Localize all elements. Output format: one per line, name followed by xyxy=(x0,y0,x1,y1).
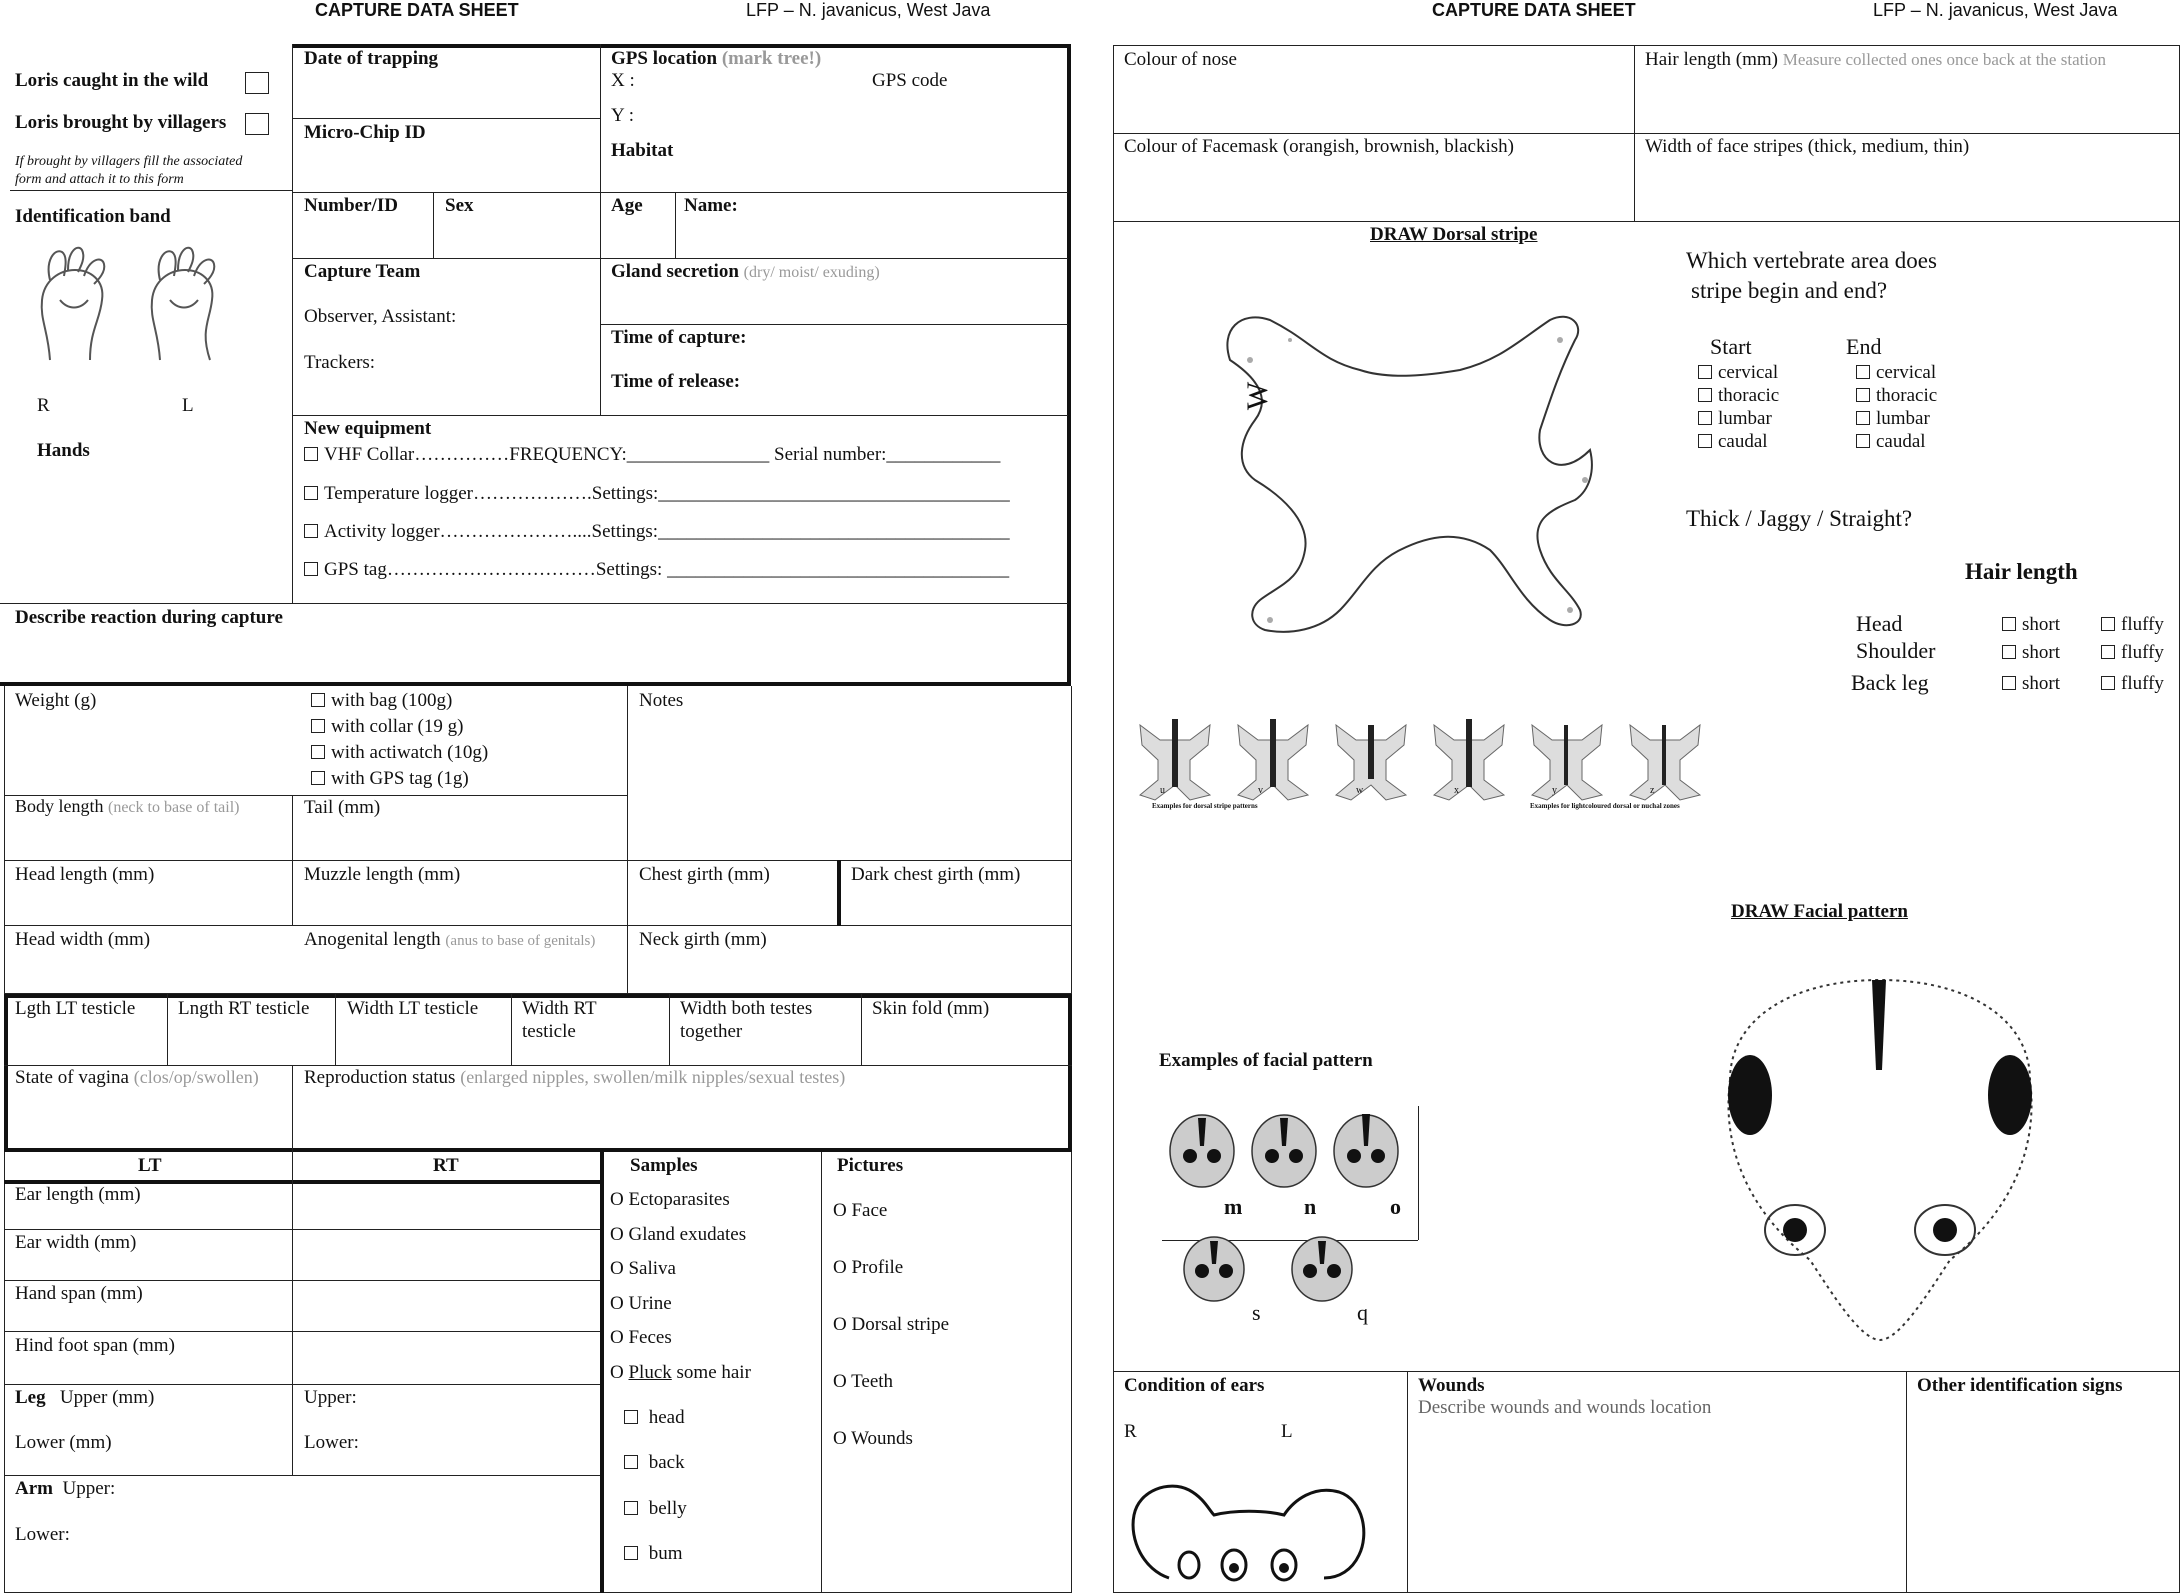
frame-line xyxy=(292,192,1068,193)
hand-r-label: R xyxy=(37,395,50,416)
caught-wild-label: Loris caught in the wild xyxy=(15,70,209,91)
pictures-header: Pictures xyxy=(837,1155,904,1176)
frame-line xyxy=(1407,1371,1408,1593)
arm-text: Arm xyxy=(15,1478,53,1499)
weight-opt-3 xyxy=(311,742,488,765)
activity-checkbox[interactable] xyxy=(304,524,318,538)
frame-line xyxy=(292,118,600,119)
body-measure-block xyxy=(4,1152,1072,1593)
frame-line xyxy=(4,1475,600,1476)
equip-activity xyxy=(304,521,1010,544)
left-header-project: LFP – N. javanicus, West Java xyxy=(746,0,991,20)
face-letter: m xyxy=(1224,1194,1243,1219)
describe-reaction-label: Describe reaction during capture xyxy=(15,607,283,628)
hair-backleg-fluffy xyxy=(2101,673,2164,696)
ear-l-label: L xyxy=(1281,1421,1293,1442)
equip-gps xyxy=(304,559,1009,582)
loris-face-drawing xyxy=(1700,960,2060,1350)
face-letter: o xyxy=(1390,1194,1401,1219)
ear-r-label: R xyxy=(1124,1421,1137,1442)
hair-belly-checkbox[interactable] xyxy=(624,1501,638,1515)
frame-line xyxy=(1113,133,2180,134)
time-capture-label: Time of capture: xyxy=(611,327,747,348)
microchip-label: Micro-Chip ID xyxy=(304,122,426,143)
frame-line xyxy=(292,44,293,603)
colour-facemask-label: Colour of Facemask (orangish, brownish, blackish) xyxy=(1124,136,1514,157)
picture-item[interactable]: O Dorsal stripe xyxy=(833,1314,950,1335)
stripe-caption-1: Examples for dorsal stripe patterns xyxy=(1152,802,1258,810)
hair-backleg-fluffy-text: fluffy xyxy=(2121,673,2164,694)
vhf-checkbox[interactable] xyxy=(304,447,318,461)
end-caudal xyxy=(1856,431,1926,454)
right-page-frame xyxy=(1113,45,2180,1593)
hair-shoulder-short-checkbox[interactable] xyxy=(2002,645,2016,659)
frame-line xyxy=(292,1152,293,1475)
ear-length-label: Ear length (mm) xyxy=(15,1184,141,1205)
frame-line xyxy=(1634,45,1635,221)
body-length-note: (neck to base of tail) xyxy=(108,799,240,816)
weight-opt-4 xyxy=(311,768,469,791)
w-label: W xyxy=(1241,381,1275,411)
frame-line xyxy=(4,1280,600,1281)
equip-gps-text: GPS tag……………………………Settings: ____________________________________ xyxy=(324,559,1010,580)
leg-label xyxy=(15,1387,154,1410)
lngth-rt-testicle-label: Lngth RT testicle xyxy=(178,998,310,1019)
frame-line xyxy=(669,994,670,1065)
frame-line xyxy=(292,258,1068,259)
hair-item-back xyxy=(624,1452,685,1475)
rt-header: RT xyxy=(433,1155,459,1176)
end-cervical xyxy=(1856,362,1936,385)
frame-line xyxy=(4,860,1072,861)
sample-item[interactable]: O Gland exudates xyxy=(610,1224,747,1245)
wounds-label: Wounds xyxy=(1418,1375,1485,1396)
start-cervical-text: cervical xyxy=(1718,362,1779,383)
hair-shoulder-fluffy xyxy=(2101,642,2164,665)
picture-item[interactable]: O Profile xyxy=(833,1257,904,1278)
age-label: Age xyxy=(611,195,643,216)
gland-note: (dry/ moist/ exuding) xyxy=(743,264,880,281)
stripe-letter: x xyxy=(1454,785,1459,796)
start-thoracic xyxy=(1698,385,1779,408)
start-cervical-checkbox[interactable] xyxy=(1698,365,1712,379)
gps-label-text: GPS location xyxy=(611,48,718,69)
hair-shoulder-fluffy-text: fluffy xyxy=(2121,642,2164,663)
condition-ears-label: Condition of ears xyxy=(1124,1375,1265,1396)
pluck-word: Pluck xyxy=(628,1362,672,1383)
colour-nose-label: Colour of nose xyxy=(1124,49,1237,70)
width-both-label-2: together xyxy=(680,1021,743,1042)
right-header xyxy=(1432,0,1636,21)
lt-header: LT xyxy=(138,1155,162,1176)
hair-backleg-fluffy-checkbox[interactable] xyxy=(2101,676,2115,690)
leg-lower-label: Lower (mm) xyxy=(15,1432,112,1453)
state-vagina-text: State of vagina xyxy=(15,1067,129,1088)
hair-shoulder-fluffy-checkbox[interactable] xyxy=(2101,645,2115,659)
frame-line xyxy=(627,686,628,994)
body-length-label xyxy=(15,796,240,818)
brought-villagers-label: Loris brought by villagers xyxy=(15,112,227,133)
anogenital-text: Anogenital length xyxy=(304,929,441,950)
notes-label: Notes xyxy=(639,690,684,711)
other-id-signs-label: Other identification signs xyxy=(1917,1375,2123,1396)
stripe-caption-2: Examples for lightcoloured dorsal or nuchal zones xyxy=(1530,802,1680,810)
state-vagina-label xyxy=(15,1067,259,1090)
hair-head-fluffy-checkbox[interactable] xyxy=(2101,617,2115,631)
hair-length-note: Measure collected ones once back at the station xyxy=(1782,50,2107,69)
new-equipment-label: New equipment xyxy=(304,418,432,439)
hair-item-bum xyxy=(624,1543,683,1566)
rt-lower-label: Lower: xyxy=(304,1432,359,1453)
hair-length-mm-text: Hair length (mm) xyxy=(1645,49,1778,70)
start-caudal-text: caudal xyxy=(1718,431,1768,452)
weight-opt-1 xyxy=(311,690,452,713)
hair-head-checkbox[interactable] xyxy=(624,1410,638,1424)
end-cervical-text: cervical xyxy=(1876,362,1937,383)
start-header: Start xyxy=(1710,334,1752,359)
hair-row-back-leg: Back leg xyxy=(1851,670,1929,695)
stripe-letter: w xyxy=(1356,785,1364,796)
frame-line xyxy=(675,192,676,258)
start-caudal-checkbox[interactable] xyxy=(1698,434,1712,448)
gland-secretion-label xyxy=(611,261,880,284)
stripe-letter: z xyxy=(1650,785,1655,796)
width-rt-label-1: Width RT xyxy=(522,998,597,1019)
weight-opt-checkbox[interactable] xyxy=(311,771,325,785)
right-header-project: LFP – N. javanicus, West Java xyxy=(1873,0,2118,20)
frame-line xyxy=(292,1065,293,1152)
weight-opt-checkbox[interactable] xyxy=(311,745,325,759)
gland-label-text: Gland secretion xyxy=(611,261,739,282)
frame-line xyxy=(4,925,1072,926)
weight-opt-3-text: with actiwatch (10g) xyxy=(331,742,489,763)
picture-item[interactable]: O Wounds xyxy=(833,1428,913,1449)
gps-tag-checkbox[interactable] xyxy=(304,562,318,576)
frame-line xyxy=(600,1152,604,1593)
observer-label: Observer, Assistant: xyxy=(304,306,457,327)
loris-ears-drawing xyxy=(1124,1470,1374,1580)
frame-line xyxy=(511,994,512,1065)
stripe-pattern-examples xyxy=(1130,705,1715,817)
repro-status-text: Reproduction status xyxy=(304,1067,456,1088)
weight-opt-checkbox[interactable] xyxy=(311,693,325,707)
frame-line xyxy=(335,994,336,1065)
state-vagina-note: (clos/op/swollen) xyxy=(133,1067,259,1087)
equip-temp xyxy=(304,483,1010,506)
hair-head-fluffy xyxy=(2101,614,2164,637)
vertebra-question-1: Which vertebrate area does xyxy=(1686,248,1937,273)
trackers-label: Trackers: xyxy=(304,352,376,373)
gps-y-label: Y : xyxy=(611,105,635,126)
face-letter: q xyxy=(1357,1300,1368,1325)
loris-dorsal-drawing xyxy=(1190,280,1630,650)
stripe-letter: u xyxy=(1160,785,1165,796)
dark-chest-girth-label: Dark chest girth (mm) xyxy=(851,864,1021,885)
end-cervical-checkbox[interactable] xyxy=(1856,365,1870,379)
sex-label: Sex xyxy=(445,195,474,216)
villager-note-2: form and attach it to this form xyxy=(15,172,184,187)
weight-opt-checkbox[interactable] xyxy=(311,719,325,733)
end-thoracic-text: thoracic xyxy=(1876,385,1938,406)
hair-item-belly xyxy=(624,1498,687,1521)
face-letter: s xyxy=(1252,1300,1261,1325)
leg-text: Leg xyxy=(15,1387,46,1408)
head-length-label: Head length (mm) xyxy=(15,864,155,885)
start-cervical xyxy=(1698,362,1778,385)
skin-fold-label: Skin fold (mm) xyxy=(872,998,990,1019)
hair-item-head xyxy=(624,1407,685,1430)
time-release-label: Time of release: xyxy=(611,371,741,392)
width-lt-testicle-label: Width LT testicle xyxy=(347,998,479,1019)
hands-label: Hands xyxy=(37,440,90,461)
frame-line xyxy=(837,860,841,926)
hand-l-label: L xyxy=(182,395,194,416)
identification-band-label: Identification band xyxy=(15,206,171,227)
hair-row-shoulder: Shoulder xyxy=(1856,638,1936,663)
end-lumbar xyxy=(1856,408,1930,431)
equip-vhf-text: VHF Collar……………FREQUENCY:_______________ Serial number:____________ xyxy=(324,444,1001,465)
width-rt-label-2: testicle xyxy=(522,1021,576,1042)
start-thoracic-checkbox[interactable] xyxy=(1698,388,1712,402)
gps-note: (mark tree!) xyxy=(721,48,822,69)
sample-item[interactable]: O Urine xyxy=(610,1293,672,1314)
gps-x-label: X : xyxy=(611,70,635,91)
weight-opt-2 xyxy=(311,716,463,739)
hair-backleg-short-checkbox[interactable] xyxy=(2002,676,2016,690)
weight-opt-1-text: with bag (100g) xyxy=(331,690,453,711)
hair-length-title: Hair length xyxy=(1965,559,2078,584)
muzzle-length-label: Muzzle length (mm) xyxy=(304,864,461,885)
end-lumbar-checkbox[interactable] xyxy=(1856,411,1870,425)
stripe-pattern-drawing xyxy=(1130,705,1715,817)
leg-upper-text: Upper (mm) xyxy=(59,1387,155,1408)
hair-bum-text: bum xyxy=(648,1543,683,1564)
end-lumbar-text: lumbar xyxy=(1876,408,1930,429)
facial-pattern-drawing xyxy=(1162,1106,1420,1331)
hand-span-label: Hand span (mm) xyxy=(15,1283,143,1304)
hair-back-checkbox[interactable] xyxy=(624,1455,638,1469)
hair-backleg-short xyxy=(2002,673,2060,696)
rt-upper-label: Upper: xyxy=(304,1387,357,1408)
pluck-pre: O xyxy=(610,1362,629,1383)
equip-activity-text: Activity logger…………………....Settings:_____________________________________ xyxy=(324,521,1010,542)
repro-status-label xyxy=(304,1067,845,1090)
frame-line xyxy=(4,1065,1072,1066)
draw-dorsal-title: DRAW Dorsal stripe xyxy=(1370,224,1538,245)
start-lumbar-text: lumbar xyxy=(1718,408,1772,429)
weight-label: Weight (g) xyxy=(15,690,97,711)
frame-line xyxy=(4,1384,600,1385)
villager-note-1: If brought by villagers fill the associated xyxy=(15,154,243,169)
weight-opt-4-text: with GPS tag (1g) xyxy=(331,768,469,789)
equip-vhf xyxy=(304,444,1000,467)
temp-checkbox[interactable] xyxy=(304,486,318,500)
thick-jaggy-question: Thick / Jaggy / Straight? xyxy=(1686,506,1913,531)
hind-foot-label: Hind foot span (mm) xyxy=(15,1335,175,1356)
frame-line xyxy=(4,1229,600,1230)
sample-item[interactable]: O Feces xyxy=(610,1327,672,1348)
repro-note: (enlarged nipples, swollen/milk nipples/sexual testes) xyxy=(460,1067,846,1087)
arm-upper-text: Upper: xyxy=(62,1478,116,1499)
frame-line xyxy=(600,44,601,415)
end-thoracic xyxy=(1856,385,1937,408)
sample-item[interactable]: O Saliva xyxy=(610,1258,676,1279)
frame-line xyxy=(1113,1371,2180,1372)
start-lumbar xyxy=(1698,408,1772,431)
frame-line xyxy=(821,1152,822,1593)
body-length-text: Body length xyxy=(15,796,104,816)
start-caudal xyxy=(1698,431,1768,454)
brought-villagers-checkbox[interactable] xyxy=(245,113,269,135)
neck-girth-label: Neck girth (mm) xyxy=(639,929,767,950)
face-letter: n xyxy=(1304,1194,1317,1219)
gps-location-label xyxy=(611,48,821,71)
frame-line xyxy=(1067,44,1071,685)
sample-item[interactable]: O Ectoparasites xyxy=(610,1189,730,1210)
start-lumbar-checkbox[interactable] xyxy=(1698,411,1712,425)
anogenital-label xyxy=(304,929,595,952)
hair-head-fluffy-text: fluffy xyxy=(2121,614,2164,635)
equip-temp-text: Temperature logger……………….Settings:_____________________________________ xyxy=(324,483,1010,504)
date-trapping-label: Date of trapping xyxy=(304,48,439,69)
end-header: End xyxy=(1846,334,1882,359)
end-thoracic-checkbox[interactable] xyxy=(1856,388,1870,402)
width-face-stripes-label: Width of face stripes (thick, medium, thin) xyxy=(1645,136,1970,157)
frame-line xyxy=(10,190,292,191)
arm-label xyxy=(15,1478,115,1501)
caught-wild-checkbox[interactable] xyxy=(245,72,269,94)
frame-line xyxy=(1906,1371,1907,1593)
frame-line xyxy=(4,1331,600,1332)
right-header-title: CAPTURE DATA SHEET xyxy=(1432,0,1636,20)
pluck-hair-item[interactable] xyxy=(610,1362,751,1385)
hair-head-short xyxy=(2002,614,2060,637)
frame-line xyxy=(433,192,434,258)
vertebra-question-2: stripe begin and end? xyxy=(1691,278,1888,303)
name-label: Name: xyxy=(684,195,738,216)
start-thoracic-text: thoracic xyxy=(1718,385,1780,406)
hair-shoulder-short xyxy=(2002,642,2060,665)
frame-line xyxy=(1113,221,2180,222)
frame-line xyxy=(167,994,168,1065)
end-caudal-checkbox[interactable] xyxy=(1856,434,1870,448)
capture-team-label: Capture Team xyxy=(304,261,421,282)
width-both-label-1: Width both testes xyxy=(680,998,813,1019)
ear-width-label: Ear width (mm) xyxy=(15,1232,137,1253)
number-id-label: Number/ID xyxy=(304,195,398,216)
end-caudal-text: caudal xyxy=(1876,431,1926,452)
hair-head-short-text: short xyxy=(2022,614,2060,635)
hair-row-head: Head xyxy=(1856,611,1903,636)
arm-lower-label: Lower: xyxy=(15,1524,70,1545)
stripe-letter: v xyxy=(1258,785,1263,796)
examples-facial-label: Examples of facial pattern xyxy=(1159,1050,1373,1071)
frame-line xyxy=(0,603,1068,604)
pluck-post: some hair xyxy=(671,1362,751,1383)
hair-shoulder-short-text: short xyxy=(2022,642,2060,663)
draw-facial-title: DRAW Facial pattern xyxy=(1731,901,1908,922)
facial-pattern-examples xyxy=(1162,1106,1420,1331)
hair-backleg-short-text: short xyxy=(2022,673,2060,694)
hands-drawing xyxy=(20,240,250,370)
lgth-lt-testicle-label: Lgth LT testicle xyxy=(15,998,136,1019)
frame-line xyxy=(600,324,1068,325)
samples-header: Samples xyxy=(630,1155,698,1176)
hair-belly-text: belly xyxy=(648,1498,687,1519)
left-header xyxy=(315,0,519,21)
weight-opt-2-text: with collar (19 g) xyxy=(331,716,464,737)
wounds-desc: Describe wounds and wounds location xyxy=(1418,1397,1712,1418)
picture-item[interactable]: O Teeth xyxy=(833,1371,894,1392)
left-header-title: CAPTURE DATA SHEET xyxy=(315,0,519,20)
hair-head-text: head xyxy=(648,1407,685,1428)
hair-bum-checkbox[interactable] xyxy=(624,1546,638,1560)
frame-line xyxy=(861,994,862,1065)
tail-label: Tail (mm) xyxy=(304,797,381,818)
stripe-letter: y xyxy=(1552,785,1557,796)
habitat-label: Habitat xyxy=(611,140,674,161)
chest-girth-label: Chest girth (mm) xyxy=(639,864,770,885)
hair-head-short-checkbox[interactable] xyxy=(2002,617,2016,631)
frame-line xyxy=(292,415,1068,416)
hair-back-text: back xyxy=(648,1452,685,1473)
gps-code-label: GPS code xyxy=(872,70,948,91)
picture-item[interactable]: O Face xyxy=(833,1200,888,1221)
anogenital-note: (anus to base of genitals) xyxy=(445,933,596,949)
hair-length-mm-label xyxy=(1645,49,2106,72)
head-width-label: Head width (mm) xyxy=(15,929,151,950)
